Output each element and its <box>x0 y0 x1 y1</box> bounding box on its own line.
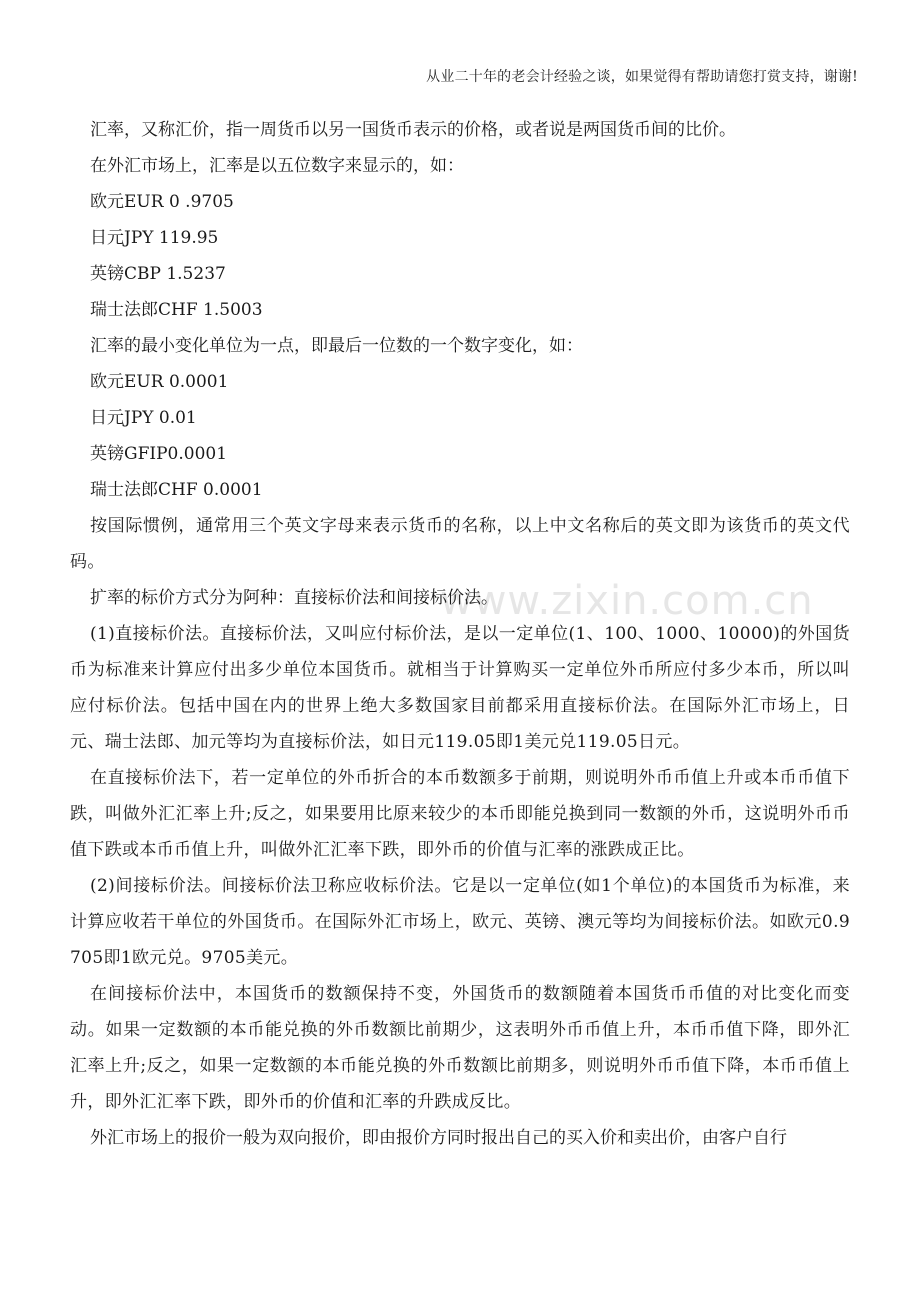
paragraph-currency-codes: 按国际惯例，通常用三个英文字母来表示货币的名称，以上中文名称后的英文即为该货币的英文代码。 <box>70 516 850 572</box>
watermark: www.zixin.com.cn <box>440 578 814 624</box>
paragraph-five-digit-intro: 在外汇市场上，汇率是以五位数字来显示的，如： <box>90 156 464 176</box>
pip-line-jpy: 日元JPY 0.01 <box>90 408 197 428</box>
paragraph-direct-quote: (1)直接标价法。直接标价法，又叫应付标价法，是以一定单位(1、100、1000、10000)的外国货币为标准来计算应付出多少单位本国货币。就相当于计算购买一定单位外币所应付多少本币，所以叫应付标价法。包括中国在内的世界上绝大多数国家目前都采用直接标价法。在国际外汇市场上，日元、瑞士法郎、加元等均为直接标价法，如日元119.05即1美元兑119.05日元。 <box>70 624 850 752</box>
header-note: 从业二十年的老会计经验之谈，如果觉得有帮助请您打赏支持，谢谢! <box>426 69 858 85</box>
rate-line-chf: 瑞士法郎CHF 1.5003 <box>90 300 263 320</box>
paragraph-indirect-quote-effect: 在间接标价法中，本国货币的数额保持不变，外国货币的数额随着本国货币币值的对比变化而变动。如果一定数额的本币能兑换的外币数额比前期少，这表明外币币值上升，本币币值下降，即外汇汇率上升;反之，如果一定数额的本币能兑换的外币数额比前期多，则说明外币币值下降，本币币值上升，即外汇汇率下跌，即外币的价值和汇率的升跌成反比。 <box>70 984 850 1112</box>
pip-line-eur: 欧元EUR 0.0001 <box>90 372 229 392</box>
paragraph-indirect-quote: (2)间接标价法。间接标价法卫称应收标价法。它是以一定单位(如1个单位)的本国货币为标准，来计算应收若干单位的外国货币。在国际外汇市场上，欧元、英镑、澳元等均为间接标价法。如欧元0.9705即1欧元兑。9705美元。 <box>70 876 850 968</box>
rate-line-gbp: 英镑CBP 1.5237 <box>90 264 226 284</box>
document-body <box>70 112 850 1156</box>
pip-line-gbp: 英镑GFIP0.0001 <box>90 444 228 464</box>
rate-line-jpy: 日元JPY 119.95 <box>90 228 219 248</box>
paragraph-quote-methods: 扩率的标价方式分为阿种：直接标价法和间接标价法。 <box>90 588 498 608</box>
paragraph-direct-quote-effect: 在直接标价法下，若一定单位的外币折合的本币数额多于前期，则说明外币币值上升或本币币值下跌，叫做外汇汇率上升;反之，如果要用比原来较少的本币即能兑换到同一数额的外币，这说明外币币值下跌或本币币值上升，叫做外汇汇率下跌，即外币的价值与汇率的涨跌成正比。 <box>70 768 850 860</box>
paragraph-definition: 汇率，又称汇价，指一周货币以另一国货币表示的价格，或者说是两国货币间的比价。 <box>90 120 736 140</box>
rate-line-eur: 欧元EUR 0 .9705 <box>90 192 234 212</box>
pip-line-chf: 瑞士法郎CHF 0.0001 <box>90 480 263 500</box>
paragraph-two-way-quote: 外汇市场上的报价一般为双向报价，即由报价方同时报出自己的买入价和卖出价，由客户自行 <box>90 1128 787 1148</box>
paragraph-min-unit-intro: 汇率的最小变化单位为一点，即最后一位数的一个数字变化，如： <box>90 336 583 356</box>
